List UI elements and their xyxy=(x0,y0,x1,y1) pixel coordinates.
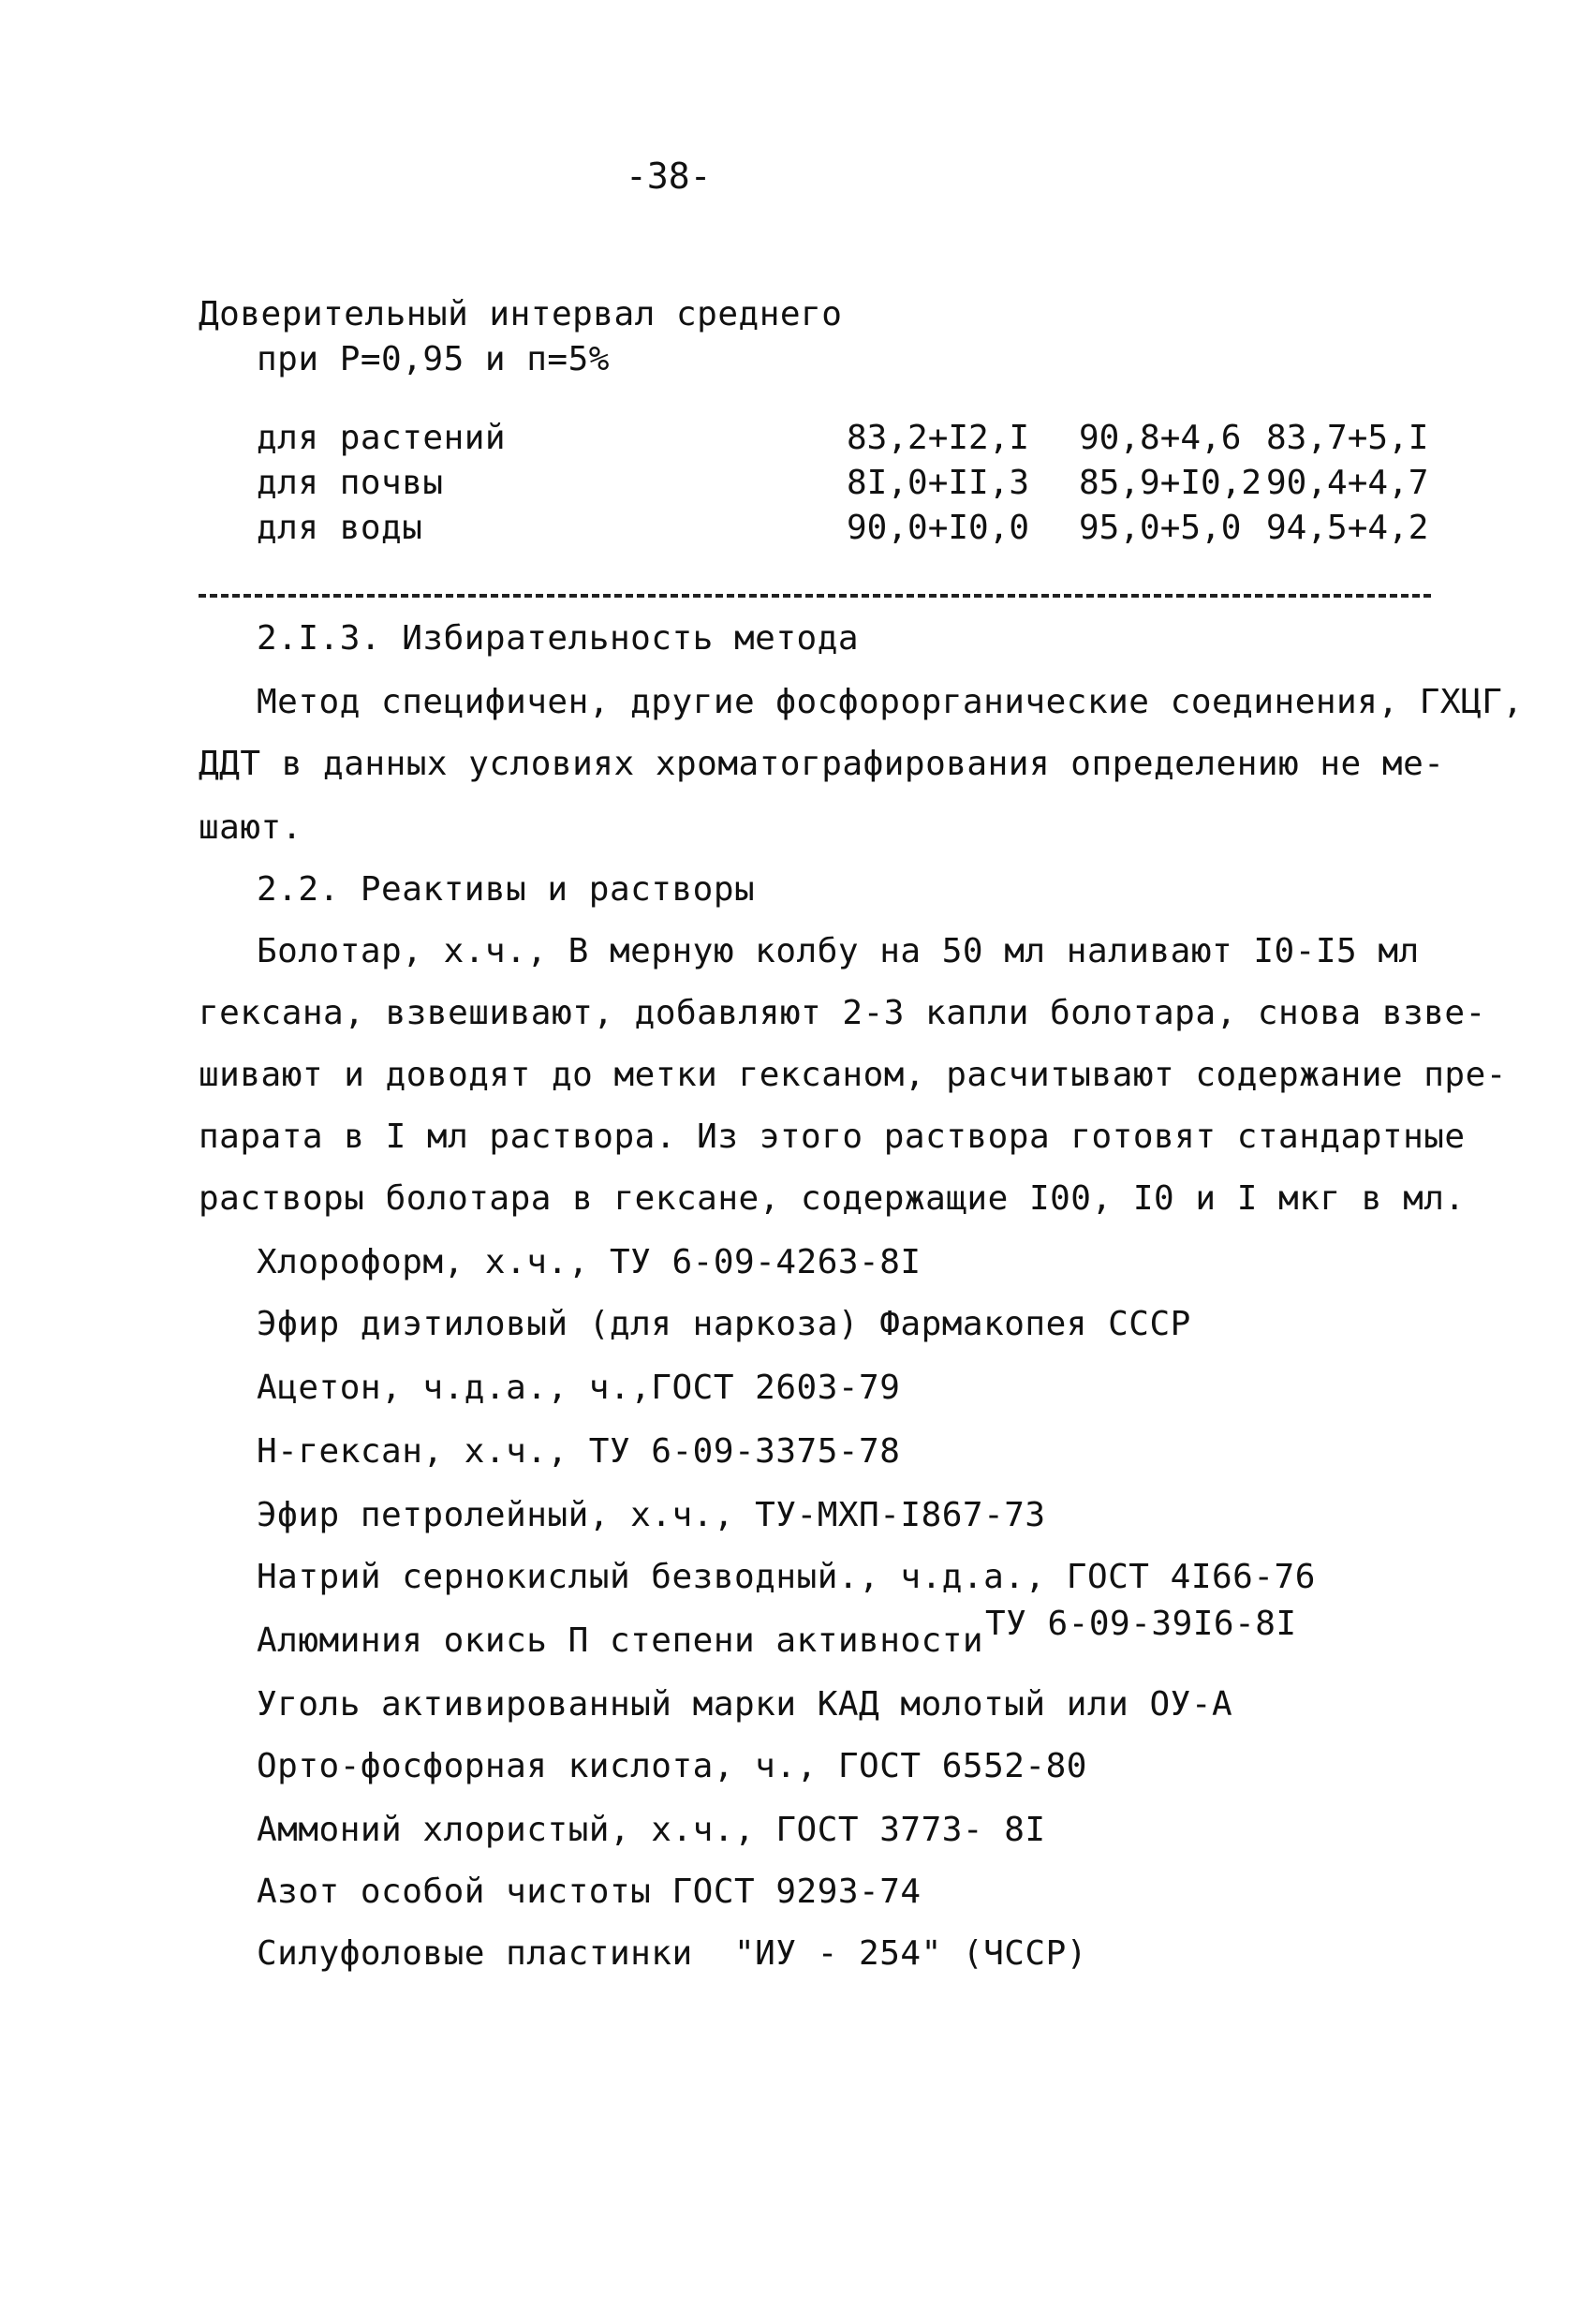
reagent-item: Аммоний хлористый, х.ч., ГОСТ 3773- 8I xyxy=(257,1811,1046,1849)
ci-value: 90,0+I0,0 xyxy=(847,509,1030,547)
ci-row-label: для почвы xyxy=(257,464,444,502)
section-213-text-line: шают. xyxy=(199,808,302,847)
reagent-item: Н-гексан, х.ч., ТУ 6-09-3375-78 xyxy=(257,1432,901,1471)
paragraph-line: Болотар, х.ч., В мерную колбу на 50 мл наливают I0-I5 мл xyxy=(257,932,1420,970)
reagent-item: Эфир петролейный, х.ч., ТУ-МХП-I867-73 xyxy=(257,1496,1046,1534)
reagent-item: Орто-фосфорная кислота, ч., ГОСТ 6552-80 xyxy=(257,1747,1087,1785)
reagent-item: Азот особой чистоты ГОСТ 9293-74 xyxy=(257,1873,922,1911)
ci-value: 95,0+5,0 xyxy=(1079,509,1242,547)
reagent-item: Ацетон, ч.д.а., ч.,ГОСТ 2603-79 xyxy=(257,1369,901,1407)
reagent-item: Натрий сернокислый безводный., ч.д.а., ГОСТ 4I66-76 xyxy=(257,1558,1316,1596)
reagent-item: Силуфоловые пластинки "ИУ - 254" (ЧССР) xyxy=(257,1934,1087,1973)
reagent-item: Эфир диэтиловый (для наркоза) Фармакопея СССР xyxy=(257,1305,1191,1343)
reagent-item: Алюминия окись П степени активности xyxy=(257,1621,984,1660)
ci-heading-line1: Доверительный интервал среднего xyxy=(199,295,843,333)
paragraph-line: парата в I мл раствора. Из этого раствора готовят стандартные xyxy=(199,1118,1466,1156)
paragraph-line: гексана, взвешивают, добавляют 2-3 капли болотара, снова взве- xyxy=(199,994,1486,1032)
ci-value: 8I,0+II,3 xyxy=(847,464,1030,502)
page-number: -38- xyxy=(626,155,712,197)
section-213-text-line: Метод специфичен, другие фосфорорганические соединения, ГХЦГ, xyxy=(257,683,1524,721)
paragraph-line: шивают и доводят до метки гексаном, расчитывают содержание пре- xyxy=(199,1056,1507,1094)
reagent-item: Хлороформ, х.ч., ТУ 6-09-4263-8I xyxy=(257,1243,922,1281)
ci-value: 83,2+I2,I xyxy=(847,419,1030,457)
dashed-separator xyxy=(199,594,1431,598)
ci-heading-line2: при Р=0,95 и п=5% xyxy=(257,340,610,378)
section-22-title: 2.2. Реактивы и растворы xyxy=(257,870,756,909)
ci-row-label: для воды xyxy=(257,509,423,547)
alumina-spec: ТУ 6-09-39I6-8I xyxy=(985,1605,1297,1643)
ci-value: 85,9+I0,2 xyxy=(1079,464,1262,502)
ci-value: 83,7+5,I xyxy=(1266,419,1429,457)
ci-value: 90,4+4,7 xyxy=(1266,464,1429,502)
ci-row-label: для растений xyxy=(257,419,507,457)
ci-value: 94,5+4,2 xyxy=(1266,509,1429,547)
section-213-text-line: ДДТ в данных условиях хроматографирования определению не ме- xyxy=(199,745,1445,783)
reagent-item: Уголь активированный марки КАД молотый или ОУ-А xyxy=(257,1685,1233,1724)
section-213-title: 2.I.3. Избирательность метода xyxy=(257,619,860,658)
paragraph-line: растворы болотара в гексане, содержащие I00, I0 и I мкг в мл. xyxy=(199,1179,1466,1218)
ci-value: 90,8+4,6 xyxy=(1079,419,1242,457)
